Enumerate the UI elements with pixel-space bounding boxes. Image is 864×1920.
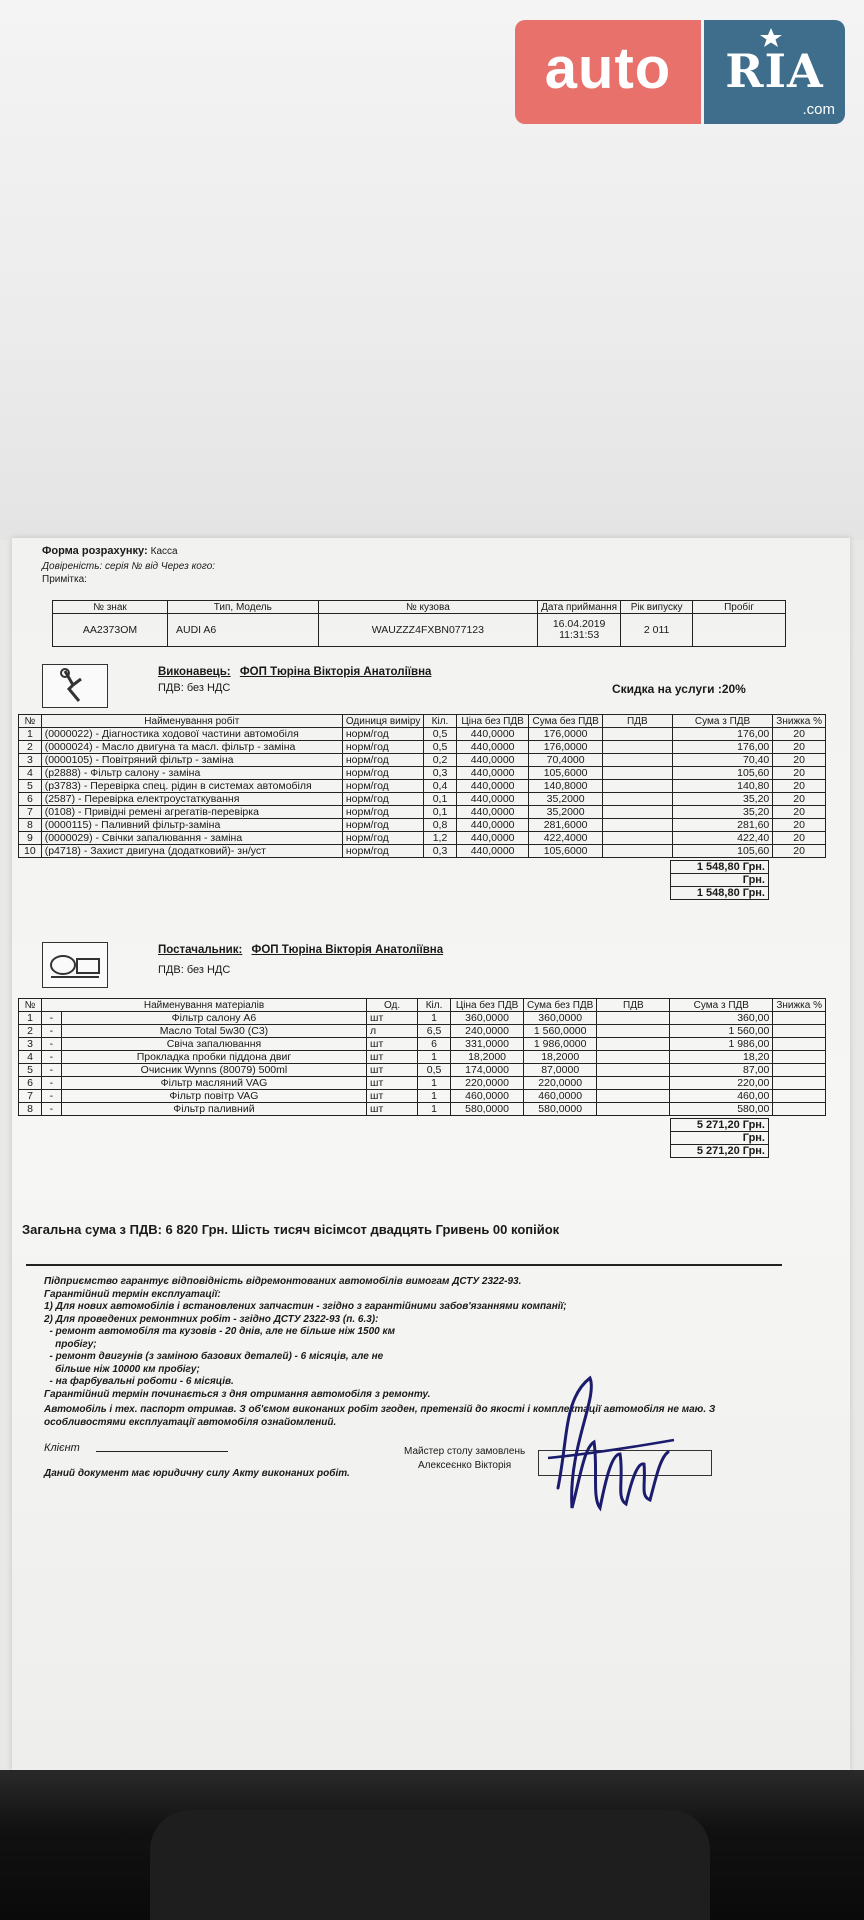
material-code: - — [42, 1012, 62, 1025]
grand-total: Загальна сума з ПДВ: 6 820 Грн. Шість тисяч вісімсот двадцять Гривень 00 копійок — [22, 1222, 560, 1237]
work-name: (0000029) - Свічки запалювання - заміна — [41, 832, 342, 845]
work-qty: 0,5 — [424, 728, 456, 741]
wrench-icon — [42, 664, 108, 708]
material-sum: 1 560,0000 — [524, 1025, 597, 1038]
material-total: 18,20 — [670, 1051, 773, 1064]
material-price: 331,0000 — [451, 1038, 524, 1051]
material-price: 580,0000 — [451, 1103, 524, 1116]
payment-form — [42, 545, 178, 557]
work-sum: 35,2000 — [529, 793, 602, 806]
guarantee-line: - на фарбувальні роботи - 6 місяців. — [44, 1376, 234, 1387]
works-header: Найменування робіт — [41, 715, 342, 728]
floor-background — [0, 1770, 864, 1920]
work-total: 105,60 — [672, 767, 772, 780]
row-number: 3 — [19, 1038, 42, 1051]
work-name: (0108) - Привідні ремені агрегатів-перевірка — [41, 806, 342, 819]
row-number: 6 — [19, 1077, 42, 1090]
work-total: 35,20 — [672, 793, 772, 806]
work-unit: норм/год — [342, 728, 423, 741]
works-table — [18, 714, 826, 858]
payment-label: Форма розрахунку: — [42, 545, 148, 557]
material-qty: 1 — [418, 1077, 451, 1090]
vehicle-plate: AA2373OM — [53, 614, 168, 647]
materials-vat-label: ПДВ: — [158, 964, 184, 976]
master-name: Алексеєнко Вікторія — [418, 1460, 512, 1471]
material-total: 580,00 — [670, 1103, 773, 1116]
material-price: 18,2000 — [451, 1051, 524, 1064]
work-discount: 20 — [773, 793, 826, 806]
logo-ria-word: RIA — [725, 44, 824, 98]
work-sum: 105,6000 — [529, 845, 602, 858]
material-code: - — [42, 1103, 62, 1116]
work-qty: 0,8 — [424, 819, 456, 832]
logo-com: .com — [802, 101, 835, 118]
row-number: 9 — [19, 832, 42, 845]
work-discount: 20 — [773, 832, 826, 845]
work-discount: 20 — [773, 754, 826, 767]
works-vat-label: ПДВ: — [158, 682, 184, 694]
material-total: 460,00 — [670, 1090, 773, 1103]
vehicle-header: № кузова — [318, 601, 538, 614]
row-number: 2 — [19, 741, 42, 754]
work-sum: 176,0000 — [529, 741, 602, 754]
work-sum: 70,4000 — [529, 754, 602, 767]
work-name: (p2888) - Фільтр салону - заміна — [41, 767, 342, 780]
work-name: (0000105) - Повітряний фільтр - заміна — [41, 754, 342, 767]
work-total: 176,00 — [672, 728, 772, 741]
material-total: 360,00 — [670, 1012, 773, 1025]
material-price: 174,0000 — [451, 1064, 524, 1077]
materials-row — [19, 1064, 826, 1077]
supplier-label: Постачальник: — [158, 944, 243, 956]
material-sum: 87,0000 — [524, 1064, 597, 1077]
works-header-row — [19, 715, 826, 728]
materials-header: Найменування матеріалів — [42, 999, 367, 1012]
row-number: 1 — [19, 728, 42, 741]
material-vat — [597, 1090, 670, 1103]
payment-value: Касса — [150, 546, 178, 557]
materials-header: № — [19, 999, 42, 1012]
work-unit: норм/год — [342, 793, 423, 806]
guarantee-line: Гарантійний термін починається з дня отримання автомобіля з ремонту. — [44, 1388, 431, 1400]
logo-auto: auto — [515, 20, 701, 124]
work-discount: 20 — [773, 806, 826, 819]
row-number: 7 — [19, 1090, 42, 1103]
work-total: 422,40 — [672, 832, 772, 845]
material-code: - — [42, 1051, 62, 1064]
supplier-line — [158, 944, 443, 956]
work-qty: 0,1 — [424, 806, 456, 819]
material-discount — [773, 1038, 826, 1051]
work-qty: 1,2 — [424, 832, 456, 845]
materials-header: Знижка % — [773, 999, 826, 1012]
material-sum: 220,0000 — [524, 1077, 597, 1090]
material-vat — [597, 1103, 670, 1116]
material-code: - — [42, 1077, 62, 1090]
material-unit: шт — [367, 1103, 418, 1116]
row-number: 8 — [19, 1103, 42, 1116]
works-row — [19, 806, 826, 819]
materials-header-row — [19, 999, 826, 1012]
discount-note: Скидка на услуги :20% — [612, 682, 746, 696]
work-price: 440,0000 — [456, 793, 529, 806]
material-sum: 18,2000 — [524, 1051, 597, 1064]
works-header: Кіл. — [424, 715, 456, 728]
auto-ria-logo[interactable] — [515, 20, 845, 124]
material-vat — [597, 1064, 670, 1077]
material-unit: л — [367, 1025, 418, 1038]
work-discount: 20 — [773, 819, 826, 832]
material-qty: 1 — [418, 1103, 451, 1116]
work-sum: 422,4000 — [529, 832, 602, 845]
row-number: 10 — [19, 845, 42, 858]
vehicle-table — [52, 600, 786, 647]
work-sum: 140,8000 — [529, 780, 602, 793]
material-unit: шт — [367, 1090, 418, 1103]
work-price: 440,0000 — [456, 741, 529, 754]
vehicle-header: Дата приймання — [538, 601, 621, 614]
work-total: 176,00 — [672, 741, 772, 754]
materials-header: ПДВ — [597, 999, 670, 1012]
row-number: 2 — [19, 1025, 42, 1038]
materials-row — [19, 1038, 826, 1051]
material-unit: шт — [367, 1038, 418, 1051]
acceptance-line: особливостями експлуатації автомобіля ознайомлений. — [44, 1416, 337, 1428]
guarantee-line: - ремонт автомобіля та кузовів - 20 днів, але не більше ніж 1500 км — [44, 1326, 395, 1337]
materials-header: Од. — [367, 999, 418, 1012]
material-name: Масло Total 5w30 (C3) — [61, 1025, 366, 1038]
vehicle-vin: WAUZZZ4FXBN077123 — [318, 614, 538, 647]
guarantee-line: 2) Для проведених ремонтних робіт - згідно ДСТУ 2322-93 (п. 6.3): — [44, 1313, 379, 1325]
work-vat — [602, 819, 672, 832]
material-code: - — [42, 1038, 62, 1051]
work-price: 440,0000 — [456, 845, 529, 858]
material-total: 87,00 — [670, 1064, 773, 1077]
work-price: 440,0000 — [456, 832, 529, 845]
materials-table — [18, 998, 826, 1116]
materials-total-with-vat: 5 271,20 Грн. — [670, 1144, 769, 1158]
row-number: 3 — [19, 754, 42, 767]
work-unit: норм/год — [342, 845, 423, 858]
work-name: (0000115) - Паливний фільтр-заміна — [41, 819, 342, 832]
works-total-with-vat: 1 548,80 Грн. — [670, 886, 769, 900]
guarantee-line: пробігу; — [44, 1338, 97, 1350]
works-row — [19, 819, 826, 832]
work-vat — [602, 806, 672, 819]
material-qty: 1 — [418, 1051, 451, 1064]
guarantee-line: Підприємство гарантує відповідність відремонтованих автомобілів вимогам ДСТУ 2322-93. — [44, 1276, 522, 1287]
material-qty: 6 — [418, 1038, 451, 1051]
works-row — [19, 845, 826, 858]
material-discount — [773, 1012, 826, 1025]
works-vat-line — [158, 682, 230, 694]
materials-row — [19, 1025, 826, 1038]
work-unit: норм/год — [342, 806, 423, 819]
work-vat — [602, 767, 672, 780]
work-vat — [602, 780, 672, 793]
vehicle-header: Рік випуску — [621, 601, 693, 614]
materials-row — [19, 1090, 826, 1103]
works-header: Ціна без ПДВ — [456, 715, 529, 728]
executor-label: Виконавець: — [158, 666, 231, 678]
material-name: Свіча запалювання — [61, 1038, 366, 1051]
material-unit: шт — [367, 1051, 418, 1064]
vehicle-date-cell — [538, 614, 621, 647]
guarantee-line: більше ніж 10000 км пробігу; — [44, 1363, 200, 1375]
works-row — [19, 767, 826, 780]
material-qty: 0,5 — [418, 1064, 451, 1077]
work-price: 440,0000 — [456, 754, 529, 767]
material-code: - — [42, 1025, 62, 1038]
material-qty: 1 — [418, 1090, 451, 1103]
materials-row — [19, 1103, 826, 1116]
materials-row — [19, 1077, 826, 1090]
material-qty: 6,5 — [418, 1025, 451, 1038]
work-discount: 20 — [773, 728, 826, 741]
work-sum: 105,6000 — [529, 767, 602, 780]
parts-icon — [42, 942, 108, 988]
work-discount: 20 — [773, 780, 826, 793]
work-unit: норм/год — [342, 767, 423, 780]
material-discount — [773, 1051, 826, 1064]
materials-vat-line — [158, 964, 230, 976]
work-unit: норм/год — [342, 741, 423, 754]
work-name: (p3783) - Перевірка спец. рідин в системах автомобіля — [41, 780, 342, 793]
material-unit: шт — [367, 1077, 418, 1090]
work-name: (2587) - Перевірка електроустаткування — [41, 793, 342, 806]
work-vat — [602, 845, 672, 858]
works-header: ПДВ — [602, 715, 672, 728]
vehicle-header: Пробіг — [693, 601, 786, 614]
materials-row — [19, 1051, 826, 1064]
works-row — [19, 793, 826, 806]
work-total: 105,60 — [672, 845, 772, 858]
materials-vat-value: без НДС — [186, 964, 231, 976]
row-number: 4 — [19, 767, 42, 780]
work-discount: 20 — [773, 741, 826, 754]
works-row — [19, 780, 826, 793]
material-name: Прокладка пробки піддона двиг — [61, 1051, 366, 1064]
material-total: 1 986,00 — [670, 1038, 773, 1051]
material-price: 240,0000 — [451, 1025, 524, 1038]
client-label: Клієнт — [44, 1442, 80, 1454]
note-label: Примітка: — [42, 574, 87, 585]
materials-total-vat: Грн. — [670, 1131, 769, 1145]
work-qty: 0,1 — [424, 793, 456, 806]
vehicle-header: № знак — [53, 601, 168, 614]
material-discount — [773, 1064, 826, 1077]
material-price: 360,0000 — [451, 1012, 524, 1025]
work-qty: 0,2 — [424, 754, 456, 767]
works-header: Сума з ПДВ — [672, 715, 772, 728]
material-name: Очисник Wynns (80079) 500ml — [61, 1064, 366, 1077]
row-number: 8 — [19, 819, 42, 832]
materials-header: Сума без ПДВ — [524, 999, 597, 1012]
executor-line — [158, 666, 431, 678]
work-price: 440,0000 — [456, 819, 529, 832]
material-sum: 360,0000 — [524, 1012, 597, 1025]
legal-note: Даний документ має юридичну силу Акту виконаних робіт. — [44, 1468, 350, 1479]
material-unit: шт — [367, 1012, 418, 1025]
work-total: 70,40 — [672, 754, 772, 767]
guarantee-line: 1) Для нових автомобілів і встановлених запчастин - згідно з гарантійними забов'язаннями компанії; — [44, 1301, 567, 1312]
material-sum: 1 986,0000 — [524, 1038, 597, 1051]
work-total: 281,60 — [672, 819, 772, 832]
material-sum: 460,0000 — [524, 1090, 597, 1103]
work-name: (0000024) - Масло двигуна та масл. фільтр - заміна — [41, 741, 342, 754]
works-row — [19, 754, 826, 767]
divider — [26, 1264, 782, 1266]
row-number: 7 — [19, 806, 42, 819]
work-qty: 0,5 — [424, 741, 456, 754]
guarantee-line: - ремонт двигунів (з заміною базових деталей) - 6 місяців, але не — [44, 1351, 384, 1362]
work-vat — [602, 832, 672, 845]
material-code: - — [42, 1090, 62, 1103]
work-vat — [602, 728, 672, 741]
work-price: 440,0000 — [456, 728, 529, 741]
row-number: 5 — [19, 1064, 42, 1077]
material-vat — [597, 1012, 670, 1025]
materials-header: Ціна без ПДВ — [451, 999, 524, 1012]
works-total: 1 548,80 Грн. — [670, 860, 769, 874]
vehicle-date: 16.04.2019 — [552, 618, 606, 630]
work-sum: 176,0000 — [529, 728, 602, 741]
material-name: Фільтр повітр VAG — [61, 1090, 366, 1103]
row-number: 6 — [19, 793, 42, 806]
works-header: № — [19, 715, 42, 728]
work-sum: 35,2000 — [529, 806, 602, 819]
material-vat — [597, 1038, 670, 1051]
vehicle-model: AUDI A6 — [167, 614, 318, 647]
vehicle-time: 11:31:53 — [559, 629, 600, 641]
material-vat — [597, 1025, 670, 1038]
material-discount — [773, 1025, 826, 1038]
work-unit: норм/год — [342, 819, 423, 832]
material-price: 460,0000 — [451, 1090, 524, 1103]
works-header: Одиниця виміру — [342, 715, 423, 728]
row-number: 5 — [19, 780, 42, 793]
works-row — [19, 832, 826, 845]
works-header: Знижка % — [773, 715, 826, 728]
vehicle-year: 2 011 — [621, 614, 693, 647]
work-unit: норм/год — [342, 780, 423, 793]
vehicle-header-row — [53, 601, 786, 614]
work-name: (p4718) - Захист двигуна (додатковий)- зн/уст — [41, 845, 342, 858]
acceptance-line: Автомобіль і тех. паспорт отримав. З об'ємом виконаних робіт згоден, претензій до якості і комплектації автомобіля не маю. З — [44, 1404, 716, 1415]
material-discount — [773, 1077, 826, 1090]
work-unit: норм/год — [342, 754, 423, 767]
material-code: - — [42, 1064, 62, 1077]
work-qty: 0,3 — [424, 767, 456, 780]
material-discount — [773, 1090, 826, 1103]
material-qty: 1 — [418, 1012, 451, 1025]
material-total: 1 560,00 — [670, 1025, 773, 1038]
material-sum: 580,0000 — [524, 1103, 597, 1116]
row-number: 4 — [19, 1051, 42, 1064]
material-vat — [597, 1077, 670, 1090]
material-name: Фільтр масляний VAG — [61, 1077, 366, 1090]
works-vat-value: без НДС — [186, 682, 231, 694]
row-number: 1 — [19, 1012, 42, 1025]
work-total: 140,80 — [672, 780, 772, 793]
signature-scribble — [528, 1358, 678, 1518]
work-vat — [602, 741, 672, 754]
material-price: 220,0000 — [451, 1077, 524, 1090]
work-total: 35,20 — [672, 806, 772, 819]
material-discount — [773, 1103, 826, 1116]
work-qty: 0,4 — [424, 780, 456, 793]
work-price: 440,0000 — [456, 806, 529, 819]
works-header: Сума без ПДВ — [529, 715, 602, 728]
works-row — [19, 728, 826, 741]
master-label: Майстер столу замовлень — [404, 1446, 526, 1457]
material-name: Фільтр салону A6 — [61, 1012, 366, 1025]
work-sum: 281,6000 — [529, 819, 602, 832]
works-row — [19, 741, 826, 754]
work-discount: 20 — [773, 845, 826, 858]
material-name: Фільтр паливний — [61, 1103, 366, 1116]
vehicle-header: Тип, Модель — [167, 601, 318, 614]
invoice-document — [12, 538, 850, 1770]
work-discount: 20 — [773, 767, 826, 780]
supplier-name: ФОП Тюріна Вікторія Анатоліївна — [251, 944, 444, 956]
executor-name: ФОП Тюріна Вікторія Анатоліївна — [239, 666, 432, 678]
work-unit: норм/год — [342, 832, 423, 845]
work-price: 440,0000 — [456, 780, 529, 793]
material-unit: шт — [367, 1064, 418, 1077]
materials-header: Сума з ПДВ — [670, 999, 773, 1012]
work-vat — [602, 754, 672, 767]
materials-row — [19, 1012, 826, 1025]
proxy-line: Довіреність: серія № від Через кого: — [42, 561, 216, 572]
client-signature-line — [96, 1451, 228, 1452]
vehicle-row — [53, 614, 786, 647]
work-price: 440,0000 — [456, 767, 529, 780]
materials-header: Кіл. — [418, 999, 451, 1012]
materials-total: 5 271,20 Грн. — [670, 1118, 769, 1132]
work-qty: 0,3 — [424, 845, 456, 858]
guarantee-section — [44, 1276, 567, 1401]
material-total: 220,00 — [670, 1077, 773, 1090]
material-vat — [597, 1051, 670, 1064]
works-total-vat: Грн. — [670, 873, 769, 887]
work-vat — [602, 793, 672, 806]
vehicle-mileage — [693, 614, 786, 647]
logo-ria — [704, 20, 845, 124]
work-name: (0000022) - Діагностика ходової частини автомобіля — [41, 728, 342, 741]
guarantee-line: Гарантійний термін експлуатації: — [44, 1288, 221, 1300]
